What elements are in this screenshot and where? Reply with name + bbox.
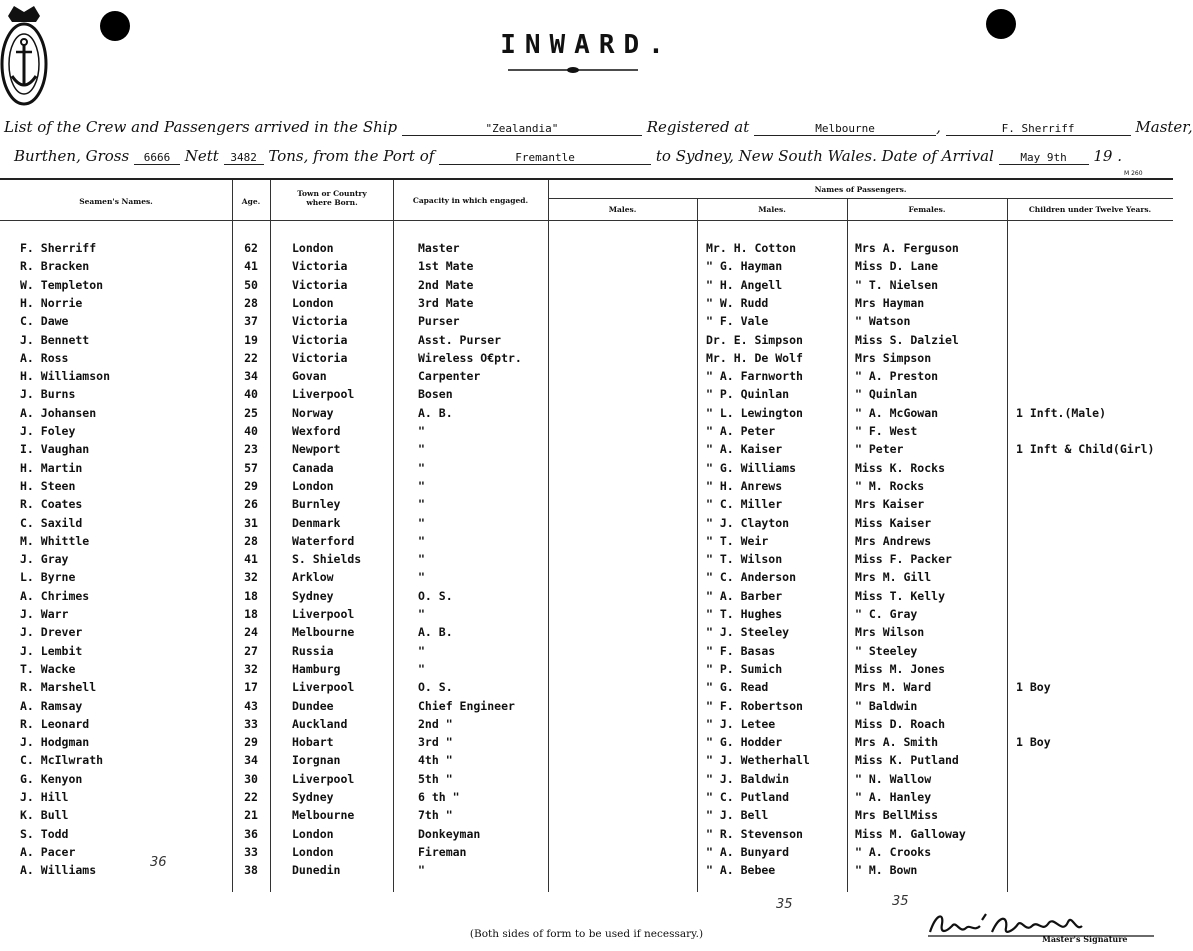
birthplace: London [292,295,334,310]
passenger-female: Miss F. Packer [855,552,952,567]
form-stamp: M 260 [1124,170,1143,177]
birthplace: Wexford [292,424,341,438]
birthplace: Dunedin [292,863,341,878]
seaman-age: 34 [244,369,258,384]
passenger-male: " J. Steeley [706,625,790,640]
passenger-male: " H. Anrews [706,478,783,493]
passenger-children: 1 Inft & Child(Girl) [1016,442,1155,457]
seaman-age: 62 [244,241,258,255]
birthplace: London [292,241,334,255]
seaman-name: C. Dawe [20,314,69,329]
column-divider [1007,198,1008,892]
seaman-age: 33 [244,716,258,731]
to-label: to Sydney, New South Wales. [655,147,877,165]
birthplace: Sydney [292,790,334,804]
passenger-children: 1 Boy [1016,735,1051,750]
passenger-female: Miss T. Kelly [855,588,946,603]
birthplace: Liverpool [292,771,355,786]
passenger-male: " F. Basas [706,643,776,658]
passenger-female: Mrs Hayman [855,295,925,310]
passenger-male: " T. Wilson [706,552,783,567]
capacity: " [418,552,425,567]
birthplace: Newport [292,442,341,457]
birthplace: Victoria [292,332,348,347]
seaman-age: 27 [244,643,258,658]
passenger-female: " F. West [855,424,918,438]
passenger-female: Miss K. Putland [855,753,959,768]
capacity: " [418,515,425,530]
birthplace: Burnley [292,497,341,512]
seaman-age: 18 [244,607,258,621]
seaman-age: 31 [244,515,258,530]
seaman-age: 33 [244,844,258,859]
column-divider [270,180,271,892]
passenger-female: " A. McGowan [855,405,939,420]
registered-field: Melbourne [754,122,936,136]
seaman-age: 40 [244,387,258,402]
seaman-name: H. Williamson [20,369,111,384]
seaman-name: H. Martin [20,460,83,475]
seaman-name: I. Vaughan [20,442,90,457]
passenger-male: " T. Weir [706,533,769,548]
capacity: 3rd " [418,735,453,750]
passenger-female: " Baldwin [855,698,918,713]
passenger-female: Miss D. Roach [855,716,946,731]
seaman-age: 36 [244,826,258,841]
crew-table [0,178,1173,892]
passenger-female: " A. Preston [855,369,939,384]
gross-field: 6666 [134,151,180,165]
birthplace: Dundee [292,698,334,713]
seaman-age: 30 [244,771,258,786]
capacity: " [418,424,425,438]
seaman-name: H. Steen [20,478,76,493]
passenger-male: " J. Wetherhall [706,753,810,768]
seaman-age: 43 [244,698,258,713]
column-divider [847,198,848,892]
capacity: " [418,497,425,512]
capacity: " [418,607,425,621]
birthplace: Waterford [292,533,355,548]
capacity: Fireman [418,844,467,859]
capacity: 2nd " [418,716,453,731]
passenger-female: Mrs A. Ferguson [855,241,959,255]
passenger-female: " Steeley [855,643,918,658]
passenger-male: " C. Anderson [706,570,797,585]
header-females: Females. [908,205,946,214]
capacity: " [418,478,425,493]
passenger-male: " H. Angell [706,277,783,292]
passenger-female: Mrs BellMiss [855,808,939,823]
footer-note: (Both sides of form to be used if necessary.) [469,928,704,940]
row-divider [548,198,1173,199]
seaman-age: 29 [244,735,258,750]
master-name-field: F. Sherriff [946,122,1131,136]
capacity: Bosen [418,387,453,402]
seaman-name: A. Pacer [20,844,76,859]
passenger-female: Mrs Andrews [855,533,932,548]
passenger-female: Miss M. Jones [855,661,946,676]
birthplace: Denmark [292,515,341,530]
capacity: " [418,533,425,548]
signature-caption: Master's Signature [1042,934,1128,944]
capacity: Donkeyman [418,826,481,841]
birthplace: Hobart [292,735,334,750]
seaman-name: J. Drever [20,625,83,640]
seaman-name: K. Bull [20,808,69,823]
capacity: Purser [418,314,460,329]
passenger-male: " F. Robertson [706,698,803,713]
capacity: " [418,661,425,676]
birthplace: Hamburg [292,661,341,676]
seaman-name: J. Foley [20,424,76,438]
page-title: INWARD. [500,30,673,60]
capacity: " [418,863,425,878]
seaman-age: 57 [244,460,258,475]
capacity: 7th " [418,808,453,823]
passenger-female: " A. Hanley [855,790,932,804]
seaman-name: A. Williams [20,863,97,878]
passenger-female: " Peter [855,442,904,457]
passenger-male: " L. Lewington [706,405,803,420]
passenger-male: " G. Hayman [706,259,783,274]
header-males-2: Males. [758,205,786,214]
capacity: 1st Mate [418,259,474,274]
capacity: A. B. [418,405,453,420]
seaman-name: J. Lembit [20,643,83,658]
seaman-age: 32 [244,570,258,585]
passenger-male: " G. Williams [706,460,797,475]
seaman-name: A. Johansen [20,405,97,420]
header-males-1: Males. [608,205,637,214]
seaman-age: 28 [244,533,258,548]
capacity: 3rd Mate [418,295,474,310]
capacity: " [418,442,425,457]
passenger-male: " A. Bebee [706,863,776,878]
seaman-age: 41 [244,259,258,274]
seaman-name: J. Warr [20,607,69,621]
seaman-name: F. Sherriff [20,241,97,255]
column-divider [548,180,549,892]
capacity: O. S. [418,680,453,695]
seaman-name: R. Marshell [20,680,97,695]
passenger-male: " T. Hughes [706,607,783,621]
birthplace: Sydney [292,588,334,603]
capacity: Chief Engineer [418,698,515,713]
capacity: 5th " [418,771,453,786]
passenger-female: Mrs A. Smith [855,735,939,750]
header-age: Age. [241,197,261,206]
passenger-male: " C. Putland [706,790,790,804]
male-count-note: 35 [776,897,793,912]
birthplace: Canada [292,460,334,475]
female-count-note: 35 [892,894,909,909]
birthplace: Liverpool [292,680,355,695]
passenger-female: Miss Kaiser [855,515,932,530]
passenger-female: Mrs M. Ward [855,680,932,695]
passenger-female: Mrs Wilson [855,625,925,640]
passenger-male: " R. Stevenson [706,826,803,841]
seaman-name: T. Wacke [20,661,76,676]
birthplace: Auckland [292,716,348,731]
birthplace: Victoria [292,277,348,292]
passenger-male: " C. Miller [706,497,783,512]
capacity: 6 th " [418,790,460,804]
column-divider [697,198,698,892]
passenger-female: Miss S. Dalziel [855,332,959,347]
seaman-name: S. Todd [20,826,69,841]
seaman-name: C. McIlwrath [20,753,104,768]
seaman-name: J. Hodgman [20,735,90,750]
title-flourish [508,66,638,74]
capacity: Carpenter [418,369,481,384]
passenger-male: " P. Sumich [706,661,783,676]
birthplace: Victoria [292,314,348,329]
header-town: Town or Country where Born. [297,189,367,207]
passenger-male: Mr. H. De Wolf [706,350,803,365]
passenger-male: " J. Clayton [706,515,790,530]
seaman-name: R. Bracken [20,259,90,274]
capacity: Master [418,241,460,255]
seaman-age: 37 [244,314,258,329]
capacity: Asst. Purser [418,332,502,347]
capacity: " [418,570,425,585]
header-passengers: Names of Passengers. [814,185,907,194]
birthplace: London [292,844,334,859]
column-divider [393,180,394,892]
birthplace: S. Shields [292,552,362,567]
passenger-male: " J. Bell [706,808,769,823]
capacity: O. S. [418,588,453,603]
passenger-female: Miss D. Lane [855,259,939,274]
passenger-female: " Quinlan [855,387,918,402]
seaman-age: 22 [244,350,258,365]
list-label: List of the Crew and Passengers arrived in the Ship [4,118,398,136]
passenger-female: " C. Gray [855,607,918,621]
birthplace: Govan [292,369,327,384]
passenger-female: Miss M. Galloway [855,826,966,841]
seaman-name: H. Norrie [20,295,83,310]
date-label: Date of Arrival [881,147,994,165]
passenger-female: Mrs Simpson [855,350,932,365]
header-children: Children under Twelve Years. [1028,205,1152,214]
birthplace: Norway [292,405,334,420]
birthplace: Melbourne [292,625,355,640]
capacity: " [418,460,425,475]
header-capacity: Capacity in which engaged. [412,196,529,205]
header-line-2: Burthen, Gross 6666 Nett 3482 Tons, from the Port of Fremantle to Sydney, New South Wales. Date of Arrival May 9th 19 . [14,147,1123,165]
seaman-name: R. Leonard [20,716,90,731]
nett-field: 3482 [224,151,264,165]
registered-label: Registered at [646,118,750,136]
birthplace: Liverpool [292,387,355,402]
seaman-age: 32 [244,661,258,676]
birthplace: Liverpool [292,607,355,621]
capacity: 2nd Mate [418,277,474,292]
seaman-age: 28 [244,295,258,310]
crew-count-note: 36 [150,855,167,870]
capacity: A. B. [418,625,453,640]
passenger-female: " M. Bown [855,863,918,878]
seaman-name: J. Hill [20,790,69,804]
burthen-label: Burthen, Gross [14,147,130,165]
passenger-male: " A. Kaiser [706,442,783,457]
birthplace: London [292,826,334,841]
passenger-male: " J. Baldwin [706,771,790,786]
row-divider [0,220,1173,221]
seaman-age: 26 [244,497,258,512]
seaman-age: 19 [244,332,258,347]
master-label: Master, [1135,118,1193,136]
capacity: " [418,643,425,658]
seaman-age: 25 [244,405,258,420]
passenger-male: " A. Barber [706,588,783,603]
passenger-female: " A. Crooks [855,844,932,859]
seaman-age: 29 [244,478,258,493]
seaman-age: 38 [244,863,258,878]
capacity: 4th " [418,753,453,768]
seaman-age: 24 [244,625,258,640]
header-line-1: List of the Crew and Passengers arrived in the Ship "Zealandia" Registered at Melbourne , F. Sherriff Master, [4,118,1193,136]
nett-label: Nett [184,147,219,165]
date-field: May 9th [999,151,1089,165]
passenger-female: Miss K. Rocks [855,460,946,475]
seaman-name: A. Chrimes [20,588,90,603]
birthplace: London [292,478,334,493]
year-label: 19 [1093,147,1113,165]
birthplace: Arklow [292,570,334,585]
seaman-name: J. Gray [20,552,69,567]
passenger-male: " J. Letee [706,716,776,731]
seaman-age: 23 [244,442,258,457]
passenger-male: " A. Farnworth [706,369,803,384]
seaman-age: 40 [244,424,258,438]
passenger-female: " N. Wallow [855,771,932,786]
passenger-female: Mrs Kaiser [855,497,925,512]
tons-label: Tons, from the Port of [268,147,435,165]
passenger-children: 1 Boy [1016,680,1051,695]
birthplace: Iorgnan [292,753,341,768]
birthplace: Victoria [292,259,348,274]
passenger-male: " G. Hodder [706,735,783,750]
seaman-name: M. Whittle [20,533,90,548]
passenger-female: " M. Rocks [855,478,925,493]
birthplace: Russia [292,643,334,658]
seaman-name: W. Templeton [20,277,104,292]
passenger-female: " T. Nielsen [855,277,939,292]
passenger-male: " A. Peter [706,424,776,438]
passenger-children: 1 Inft.(Male) [1016,405,1107,420]
port-field: Fremantle [439,151,651,165]
seaman-age: 21 [244,808,258,823]
seaman-name: J. Bennett [20,332,90,347]
seaman-name: R. Coates [20,497,83,512]
passenger-male: " F. Vale [706,314,769,329]
passenger-male: " W. Rudd [706,295,769,310]
ship-name-field: "Zealandia" [402,122,642,136]
capacity: Wireless O€ptr. [418,350,522,365]
passenger-male: Dr. E. Simpson [706,332,803,347]
header-seamen: Seamen's Names. [79,197,153,206]
seaman-age: 50 [244,277,258,292]
seaman-name: A. Ross [20,350,69,365]
seaman-age: 22 [244,790,258,804]
passenger-male: " A. Bunyard [706,844,790,859]
passenger-female: Mrs M. Gill [855,570,932,585]
seaman-name: G. Kenyon [20,771,83,786]
seaman-name: L. Byrne [20,570,76,585]
birthplace: Melbourne [292,808,355,823]
seaman-name: A. Ramsay [20,698,83,713]
seaman-name: C. Saxild [20,515,83,530]
seaman-name: J. Burns [20,387,76,402]
passenger-female: " Watson [855,314,911,329]
passenger-male: " P. Quinlan [706,387,790,402]
seaman-age: 18 [244,588,258,603]
passenger-male: " G. Read [706,680,769,695]
seaman-age: 34 [244,753,258,768]
seaman-age: 41 [244,552,258,567]
seaman-age: 17 [244,680,258,695]
passenger-male: Mr. H. Cotton [706,241,797,255]
birthplace: Victoria [292,350,348,365]
